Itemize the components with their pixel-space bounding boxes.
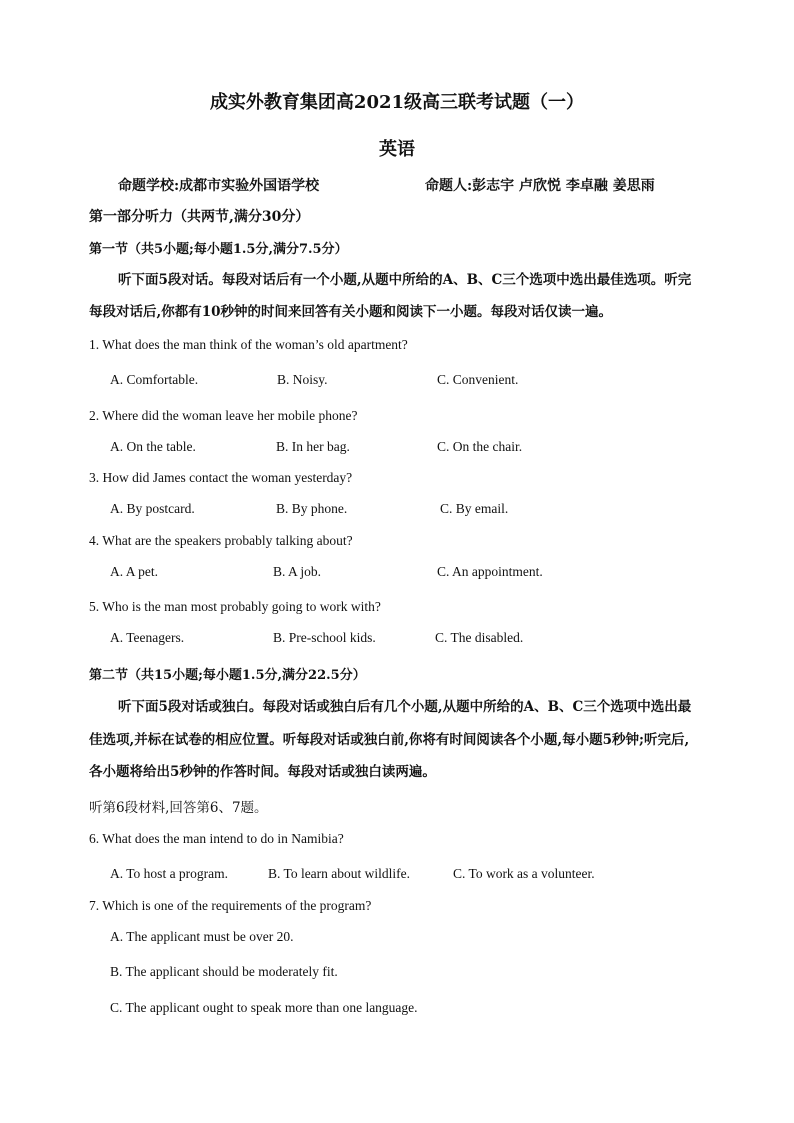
part1-heading: 第一部分听力（共两节,满分30分）: [89, 209, 310, 225]
q3-option-b: B. By phone.: [276, 501, 348, 516]
q4-option-b: B. A job.: [273, 564, 322, 579]
question-5: 5. Who is the man most probably going to work with?: [89, 599, 381, 614]
q3-option-a: A. By postcard.: [110, 501, 195, 516]
section1-instruction-1: 听下面5段对话。每段对话后有一个小题,从题中所给的A、B、C三个选项中选出最佳选项。听完: [118, 272, 692, 288]
question-1: 1. What does the man think of the woman’s old apartment?: [89, 337, 408, 352]
q7-option-b: B. The applicant should be moderately fit.: [110, 964, 338, 979]
authors-line: 命题人:彭志宇 卢欣悦 李卓融 姜思雨: [425, 178, 655, 194]
q5-option-c: C. The disabled.: [435, 630, 524, 645]
q3-option-c: C. By email.: [440, 501, 509, 516]
q7-option-a: A. The applicant must be over 20.: [110, 929, 294, 944]
question-4: 4. What are the speakers probably talking about?: [89, 533, 353, 548]
q5-option-b: B. Pre-school kids.: [273, 630, 376, 645]
question-6: 6. What does the man intend to do in Namibia?: [89, 831, 344, 846]
q4-option-a: A. A pet.: [110, 564, 159, 579]
q6-option-a: A. To host a program.: [110, 866, 229, 881]
section1-heading: 第一节（共5小题;每小题1.5分,满分7.5分）: [89, 242, 348, 257]
q6-option-c: C. To work as a volunteer.: [453, 866, 595, 881]
subject-title: 英语: [379, 139, 415, 160]
question-2: 2. Where did the woman leave her mobile phone?: [89, 408, 358, 423]
section2-instruction-2: 佳选项,并标在试卷的相应位置。听每段对话或独白前,你将有时间阅读各个小题,每小题5秒钟;听完后,: [89, 732, 690, 748]
exam-title: 成实外教育集团高2021级高三联考试题（一）: [209, 92, 585, 113]
school-line: 命题学校:成都市实验外国语学校: [118, 178, 320, 194]
q2-option-a: A. On the table.: [110, 439, 196, 454]
section2-heading: 第二节（共15小题;每小题1.5分,满分22.5分）: [89, 668, 366, 683]
q2-option-b: B. In her bag.: [276, 439, 350, 454]
question-7: 7. Which is one of the requirements of the program?: [89, 898, 372, 913]
q2-option-c: C. On the chair.: [437, 439, 523, 454]
q6-option-b: B. To learn about wildlife.: [268, 866, 411, 881]
q5-option-a: A. Teenagers.: [110, 630, 185, 645]
material-note: 听第6段材料,回答第6、7题。: [89, 800, 268, 816]
q7-option-c: C. The applicant ought to speak more than one language.: [110, 1000, 418, 1015]
section2-instruction-3: 各小题将给出5秒钟的作答时间。每段对话或独白读两遍。: [89, 764, 436, 780]
q4-option-c: C. An appointment.: [437, 564, 543, 579]
section2-instruction-1: 听下面5段对话或独白。每段对话或独白后有几个小题,从题中所给的A、B、C三个选项中选出最: [118, 699, 692, 715]
q1-option-a: A. Comfortable.: [110, 372, 199, 387]
question-3: 3. How did James contact the woman yesterday?: [89, 470, 353, 485]
q1-option-c: C. Convenient.: [437, 372, 519, 387]
q1-option-b: B. Noisy.: [277, 372, 328, 387]
section1-instruction-2: 每段对话后,你都有10秒钟的时间来回答有关小题和阅读下一小题。每段对话仅读一遍。: [89, 304, 612, 320]
